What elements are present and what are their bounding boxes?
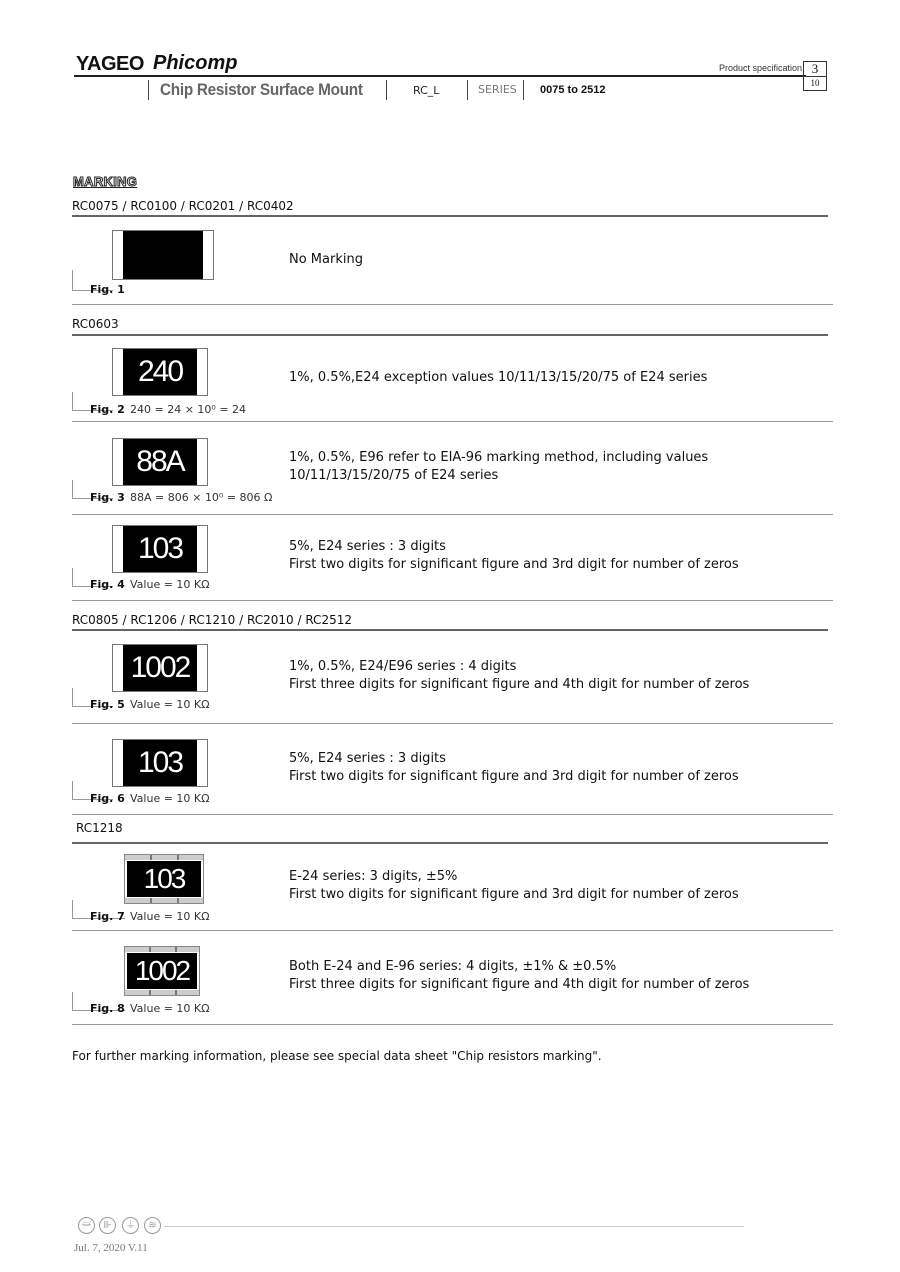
footer-date: Jul. 7, 2020 V.11 bbox=[74, 1242, 148, 1254]
page-total: 10 bbox=[810, 78, 820, 88]
electrode-strip bbox=[125, 947, 199, 952]
description-line: 1%, 0.5%, E24/E96 series : 4 digits bbox=[289, 659, 517, 674]
description-line: First two digits for significant figure and 3rd digit for number of zeros bbox=[289, 769, 739, 784]
row-divider bbox=[72, 600, 833, 601]
header-divider bbox=[523, 80, 524, 100]
marking-description bbox=[289, 369, 707, 387]
document-title: Chip Resistor Surface Mount bbox=[160, 80, 363, 99]
chip-resistor-figure bbox=[112, 739, 208, 787]
description-line: 1%, 0.5%,E24 exception values 10/11/13/15/20/75 of E24 series bbox=[289, 370, 708, 385]
product-spec-label: Product specification bbox=[718, 63, 802, 73]
footer-rule bbox=[164, 1226, 744, 1227]
marking-description bbox=[289, 868, 739, 904]
chip-resistor-figure bbox=[124, 946, 200, 996]
description-line: First two digits for significant figure and 3rd digit for number of zeros bbox=[289, 557, 739, 572]
chip-resistor-figure bbox=[112, 230, 214, 280]
capacitor-icon: ⊪ bbox=[99, 1217, 116, 1234]
description-line: E-24 series: 3 digits, ±5% bbox=[289, 869, 458, 884]
electrode-strip bbox=[125, 898, 203, 903]
group-rule bbox=[72, 842, 828, 844]
chip-marking-code: 1002 bbox=[130, 651, 190, 684]
figure-label: Fig. 6 bbox=[90, 792, 125, 805]
figure-label: Fig. 4 bbox=[90, 578, 125, 591]
chip-marking-code: 88A bbox=[136, 445, 184, 478]
chip-marking-code: 240 bbox=[137, 355, 183, 388]
group-rule bbox=[72, 334, 828, 336]
description-line: 5%, E24 series : 3 digits bbox=[289, 539, 446, 554]
figure-label: Fig. 3 bbox=[90, 491, 125, 504]
electrode-strip bbox=[125, 855, 203, 860]
chip-marking-code: 1002 bbox=[134, 955, 190, 986]
electrode-strip bbox=[125, 990, 199, 995]
group-label: RC1218 bbox=[76, 821, 123, 835]
chip-marking-code: 103 bbox=[137, 746, 183, 779]
description-line: No Marking bbox=[289, 252, 363, 267]
brand-logo: YAGEO bbox=[76, 53, 144, 75]
marking-description bbox=[289, 658, 749, 694]
marking-description bbox=[289, 449, 708, 485]
description-line: 1%, 0.5%, E96 refer to EIA-96 marking method, including values bbox=[289, 450, 709, 465]
page-number-box bbox=[803, 61, 827, 91]
figure-label: Fig. 8 bbox=[90, 1002, 125, 1015]
figure-caption: 88A = 806 × 10⁰ = 806 Ω bbox=[130, 491, 273, 504]
row-divider bbox=[72, 930, 833, 931]
description-line: First three digits for significant figure and 4th digit for number of zeros bbox=[289, 677, 750, 692]
row-divider bbox=[72, 1024, 833, 1025]
marking-description bbox=[289, 538, 739, 574]
header-divider bbox=[467, 80, 468, 100]
header-rule bbox=[74, 75, 806, 77]
figure-label: Fig. 1 bbox=[90, 283, 125, 296]
description-line: First three digits for significant figure and 4th digit for number of zeros bbox=[289, 977, 750, 992]
figure-label: Fig. 5 bbox=[90, 698, 125, 711]
figure-caption: 240 = 24 × 10⁰ = 24 bbox=[130, 403, 247, 416]
section-heading: MARKING bbox=[73, 174, 138, 189]
chip-resistor-figure bbox=[124, 854, 204, 904]
marking-description bbox=[289, 251, 363, 269]
chip-resistor-figure bbox=[112, 438, 208, 486]
row-divider bbox=[72, 514, 833, 515]
sub-brand-logo: Phicomp bbox=[153, 52, 238, 74]
series-code: RC_L bbox=[413, 84, 440, 97]
row-divider bbox=[72, 814, 833, 815]
group-label: RC0075 / RC0100 / RC0201 / RC0402 bbox=[72, 199, 294, 213]
description-line: First two digits for significant figure and 3rd digit for number of zeros bbox=[289, 887, 739, 902]
chip-resistor-figure bbox=[112, 525, 208, 573]
figure-caption: Value = 10 KΩ bbox=[130, 698, 210, 711]
ground-icon: ⏚ bbox=[122, 1217, 139, 1234]
resistor-icon: ⏛ bbox=[78, 1217, 95, 1234]
marking-description bbox=[289, 958, 749, 994]
figure-caption: Value = 10 KΩ bbox=[130, 792, 210, 805]
row-divider bbox=[72, 723, 833, 724]
figure-caption: Value = 10 KΩ bbox=[130, 1002, 210, 1015]
chip-resistor-figure bbox=[112, 644, 208, 692]
inductor-icon: ≋ bbox=[144, 1217, 161, 1234]
description-line: 10/11/13/15/20/75 of E24 series bbox=[289, 468, 499, 483]
chip-body bbox=[123, 231, 203, 279]
group-label: RC0805 / RC1206 / RC1210 / RC2010 / RC2512 bbox=[72, 613, 352, 627]
figure-caption: Value = 10 KΩ bbox=[130, 578, 210, 591]
header-divider bbox=[148, 80, 149, 100]
group-rule bbox=[72, 629, 828, 631]
figure-label: Fig. 7 bbox=[90, 910, 125, 923]
page-current: 3 bbox=[804, 62, 826, 77]
marking-description bbox=[289, 750, 739, 786]
footnote: For further marking information, please see special data sheet "Chip resistors marking". bbox=[72, 1049, 602, 1063]
group-label: RC0603 bbox=[72, 317, 119, 331]
group-rule bbox=[72, 215, 828, 217]
series-label: SERIES bbox=[478, 83, 517, 96]
size-range: 0075 to 2512 bbox=[540, 84, 606, 96]
header-divider bbox=[386, 80, 387, 100]
description-line: Both E-24 and E-96 series: 4 digits, ±1% & ±0.5% bbox=[289, 959, 617, 974]
chip-marking-code: 103 bbox=[137, 532, 183, 565]
chip-marking-code: 103 bbox=[143, 863, 185, 894]
figure-caption: Value = 10 KΩ bbox=[130, 910, 210, 923]
row-divider bbox=[72, 304, 833, 305]
description-line: 5%, E24 series : 3 digits bbox=[289, 751, 446, 766]
figure-label: Fig. 2 bbox=[90, 403, 125, 416]
chip-resistor-figure bbox=[112, 348, 208, 396]
row-divider bbox=[72, 421, 833, 422]
